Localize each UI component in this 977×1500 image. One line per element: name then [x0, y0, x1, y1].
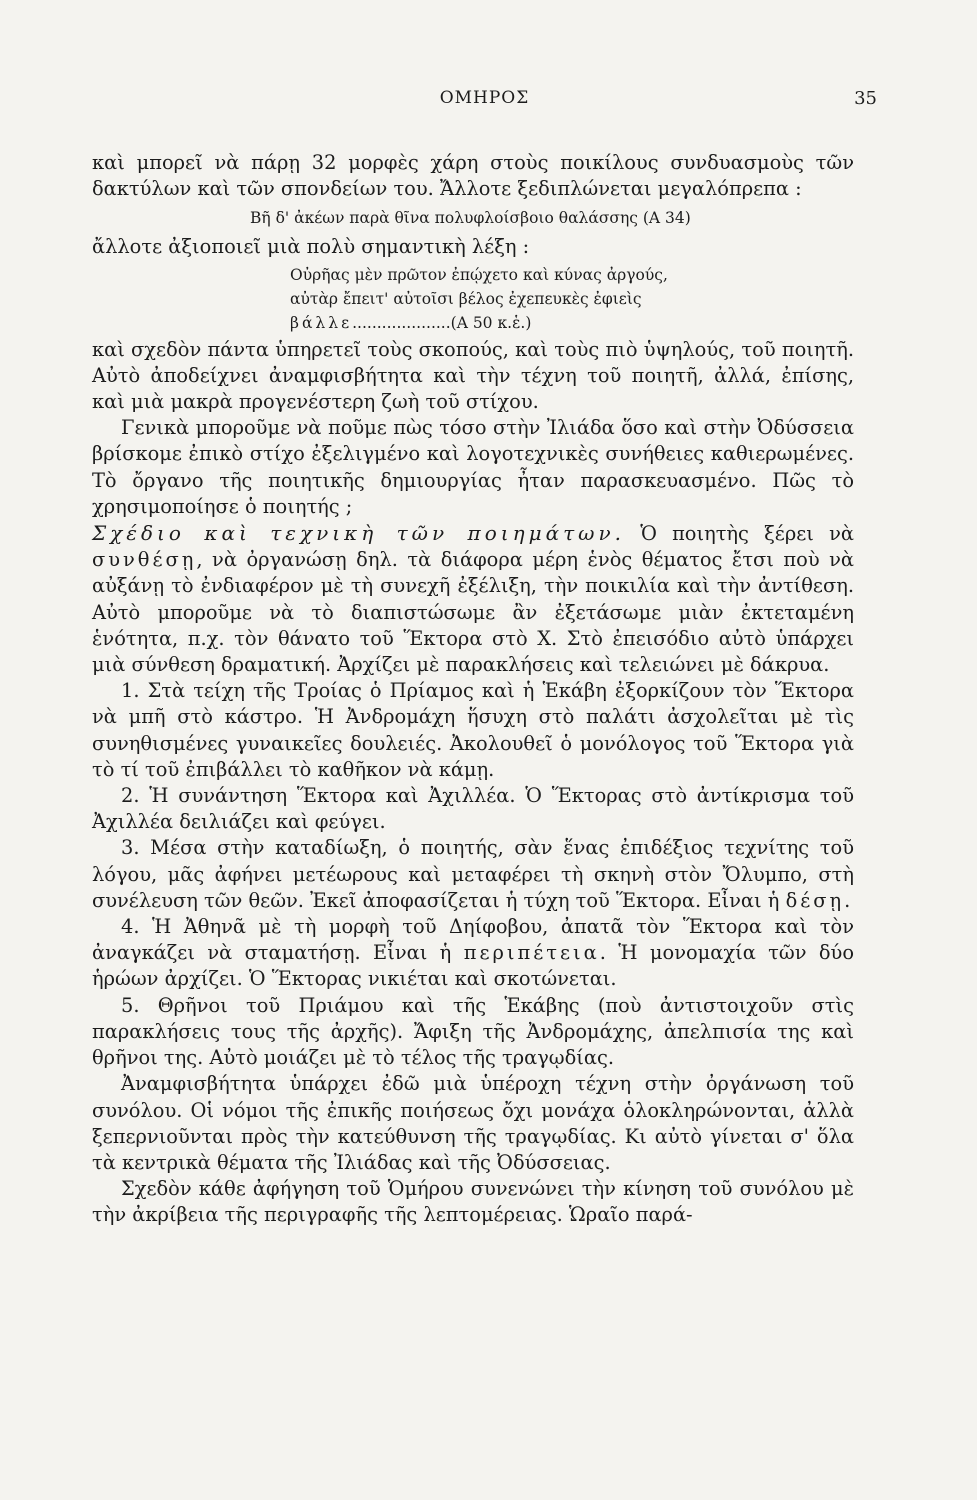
- verse-quote-2: [92, 263, 854, 335]
- verse-quote-1: [92, 206, 854, 230]
- list-item-3-end: .: [844, 888, 851, 912]
- page-header: [92, 88, 877, 118]
- verse-line: Οὐρῆας μὲν πρῶτον ἐπῴχετο καὶ κύνας ἀργούς,: [290, 265, 668, 284]
- spaced-term: συνθέσῃ: [92, 548, 197, 572]
- spaced-term: περιπέτεια: [463, 941, 600, 965]
- list-item-1: 1. Στὰ τείχη τῆς Τροίας ὁ Πρίαμος καὶ ἡ Ἑκάβη ἐξορκίζουν τὸν Ἕκτορα νὰ μπῆ στὸ κάστρο. Ἡ Ἀνδρομάχη ἥσυχη στὸ παλάτι ἀσχολεῖται μὲ τὶς συνηθισμένες γυναικεῖες δουλειές. Ἀκολουθεῖ ὁ μονόλογος τοῦ Ἕκτορα γιὰ τὸ τί τοῦ ἐπιβάλλει τὸ καθῆκον νὰ κάμῃ.: [92, 679, 854, 781]
- paragraph-2: Γενικὰ μποροῦμε νὰ ποῦμε πὼς τόσο στὴν Ἰλιάδα ὅσο καὶ στὴν Ὀδύσσεια βρίσκομε ἐπικὸ στίχο ἐξελιγμένο καὶ λογοτεχνικὲς συνήθειες καθιερωμένες. Τὸ ὄργανο τῆς ποιητικῆς δημιουργίας ἦταν παρασκευασμένο. Πῶς τὸ χρησιμοποίησε ὁ ποιητής ;: [92, 416, 854, 518]
- verse-line: αὐτὰρ ἔπειτ' αὐτοῖσι βέλος ἐχεπευκὲς ἐφιεὶς: [290, 289, 642, 308]
- verse-line: Βῆ δ' ἀκέων παρὰ θῖνα πολυφλοίσβοιο θαλάσσης (Α 34): [250, 209, 691, 228]
- verse-line: [290, 311, 854, 335]
- paragraph-1c: καὶ σχεδὸν πάντα ὑπηρετεῖ τοὺς σκοπούς, καὶ τοὺς πιὸ ὑψηλούς, τοῦ ποιητῆ. Αὐτὸ ἀποδείχνει ἀναμφισβήτητα καὶ τὴν τέχνη τοῦ ποιητῆ, ἀλλά, ἐπίσης, καὶ μιὰ μακρὰ προγενέστερη ζωὴ τοῦ στίχου.: [92, 337, 854, 414]
- running-title: ΟΜΗΡΟΣ: [439, 88, 530, 108]
- list-item-4-text-a: 4. Ἡ Ἀθηνᾶ μὲ τὴ μορφὴ τοῦ Δηίφοβου, ἀπατᾶ τὸν Ἕκτορα καὶ τὸν ἀναγκάζει νὰ σταματήσῃ. Εἶναι ἡ: [92, 915, 854, 965]
- list-item-3-text: 3. Μέσα στὴν καταδίωξη, ὁ ποιητής, σὰν ἕνας ἐπιδέξιος τεχνίτης τοῦ λόγου, μᾶς ἀφήνει μετέωρους καὶ μεταφέρει τὴ σκηνὴ στὸν Ὄλυμπο, στὴ συνέλευση τῶν θεῶν. Ἐκεῖ ἀποφασίζεται ἡ τύχη τοῦ Ἕκτορα. Εἶναι ἡ: [92, 836, 854, 912]
- paragraph-5: Σχεδὸν κάθε ἀφήγηση τοῦ Ὁμήρου συνενώνει τὴν κίνηση τοῦ συνόλου μὲ τὴν ἀκρίβεια τῆς περιγραφῆς τῆς λεπτομέρειας. Ὡραῖο παρά-: [92, 1177, 854, 1227]
- page-number: 35: [854, 88, 877, 109]
- paragraph-3-text-b: , νὰ ὀργανώσῃ δηλ. τὰ διάφορα μέρη ἑνὸς θέματος ἔτσι ποὺ νὰ αὐξάνῃ τὸ ἐνδιαφέρον μὲ τὴ συνεχῆ ἐξέλιξη, τὴν ποικιλία καὶ τὴν ἀντίθεση. Αὐτὸ μποροῦμε νὰ τὸ διαπιστώσωμε ἂν ἐξετάσωμε μιὰν ἐκτεταμένη ἑνότητα, π.χ. τὸν θάνατο τοῦ Ἕκτορα στὸ Χ. Στὸ ἐπεισόδιο αὐτὸ ὑπάρχει μιὰ σύνθεση δραματική. Ἀρχίζει μὲ παρακλήσεις καὶ τελειώνει μὲ δάκρυα.: [92, 548, 854, 677]
- verse-spaced-word: βάλλε: [290, 313, 353, 332]
- paragraph-3-text-a: Ὁ ποιητὴς ξέρει νὰ: [640, 522, 854, 546]
- list-item-4: [92, 914, 854, 993]
- list-item-5: 5. Θρῆνοι τοῦ Πριάμου καὶ τῆς Ἑκάβης (ποὺ ἀντιστοιχοῦν στὶς παρακλήσεις τους τῆς ἀρχῆς). Ἄφιξη τῆς Ἀνδρομάχης, ἀπελπισία της καὶ θρῆνοι της. Αὐτὸ μοιάζει μὲ τὸ τέλος τῆς τραγῳδίας.: [92, 993, 854, 1070]
- verse-reference: ....................(Α 50 κ.ἑ.): [352, 313, 532, 332]
- list-item-4-text-b: . Ἡ μονομαχία τῶν δύο ἡρώων ἀρχίζει. Ὁ Ἕκτορας νικιέται καὶ σκοτώνεται.: [92, 941, 855, 991]
- list-item-2: 2. Ἡ συνάντηση Ἕκτορα καὶ Ἀχιλλέα. Ὁ Ἕκτορας στὸ ἀντίκρισμα τοῦ Ἀχιλλέα δειλιάζει καὶ φεύγει.: [92, 784, 854, 834]
- body-text: [92, 150, 854, 1229]
- paragraph-1a: καὶ μπορεῖ νὰ πάρῃ 32 μορφὲς χάρη στοὺς ποικίλους συνδυασμοὺς τῶν δακτύλων καὶ τῶν σπονδείων του. Ἄλλοτε ξεδιπλώνεται μεγαλόπρεπα :: [92, 151, 854, 201]
- spaced-term: δέσῃ: [785, 888, 845, 912]
- list-item-3: [92, 835, 854, 914]
- section-heading: Σχέδιο καὶ τεχνικὴ τῶν ποιημάτων.: [92, 521, 625, 546]
- paragraph-3: [92, 520, 854, 678]
- paragraph-4: Ἀναμφισβήτητα ὑπάρχει ἐδῶ μιὰ ὑπέροχη τέχνη στὴν ὀργάνωση τοῦ συνόλου. Οἱ νόμοι τῆς ἐπικῆς ποιήσεως ὄχι μονάχα ὁλοκληρώνονται, ἀλλὰ ξεπερνιοῦνται πρὸς τὴν κατεύθυνση τῆς τραγῳδίας. Κι αὐτὸ γίνεται σ' ὅλα τὰ κεντρικὰ θέματα τῆς Ἰλιάδας καὶ τῆς Ὀδύσσειας.: [92, 1072, 854, 1174]
- paragraph-1b: ἄλλοτε ἀξιοποιεῖ μιὰ πολὺ σημαντικὴ λέξη :: [92, 235, 530, 259]
